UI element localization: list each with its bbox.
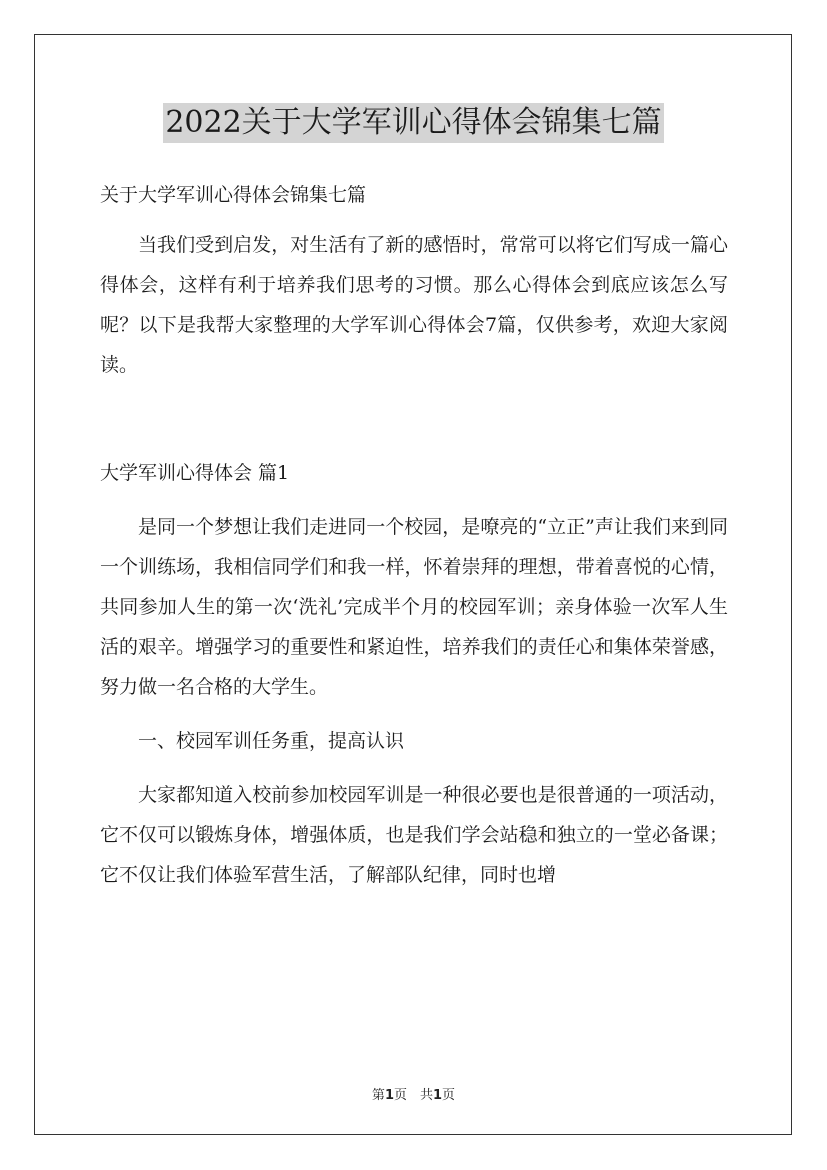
footer-suffix: 页 (442, 1088, 456, 1103)
footer-page-total: 1 (433, 1088, 443, 1103)
footer-page-current: 1 (384, 1088, 394, 1103)
body-paragraph-2: 大家都知道入校前参加校园军训是一种很必要也是很普通的一项活动，它不仅可以锻炼身体，增强体质，也是我们学会站稳和独立的一堂必备课；它不仅让我们体验军营生活，了解部队纪律，同时也增 (100, 784, 728, 886)
footer-mid: 页 共 (393, 1088, 433, 1103)
document-title-text: 2022关于大学军训心得体会锦集七篇 (163, 103, 663, 143)
body-paragraph-1: 是同一个梦想让我们走进同一个校园，是嘹亮的“立正”声让我们来到同一个训练场，我相信同学们和我一样，怀着崇拜的理想，带着喜悦的心情，共同参加人生的第一次‘洗礼’完成半个月的校园军训；亲身体验一次军人生活的艰辛。增强学习的重要性和紧迫性，培养我们的责任心和集体荣誉感，努力做一名合格的大学生。 (100, 516, 728, 698)
footer-prefix: 第 (371, 1088, 385, 1103)
document-title (0, 102, 827, 143)
section-heading: 大学军训心得体会 篇1 (100, 462, 290, 484)
page-footer (0, 1084, 827, 1103)
document-subtitle: 关于大学军训心得体会锦集七篇 (100, 184, 367, 206)
subheading-1: 一、校园军训任务重，提高认识 (138, 730, 405, 752)
document-body (100, 175, 728, 895)
intro-paragraph: 当我们受到启发，对生活有了新的感悟时，常常可以将它们写成一篇心得体会，这样有利于培养我们思考的习惯。那么心得体会到底应该怎么写呢？以下是我帮大家整理的大学军训心得体会7篇，仅供参考，欢迎大家阅读。 (100, 234, 728, 376)
